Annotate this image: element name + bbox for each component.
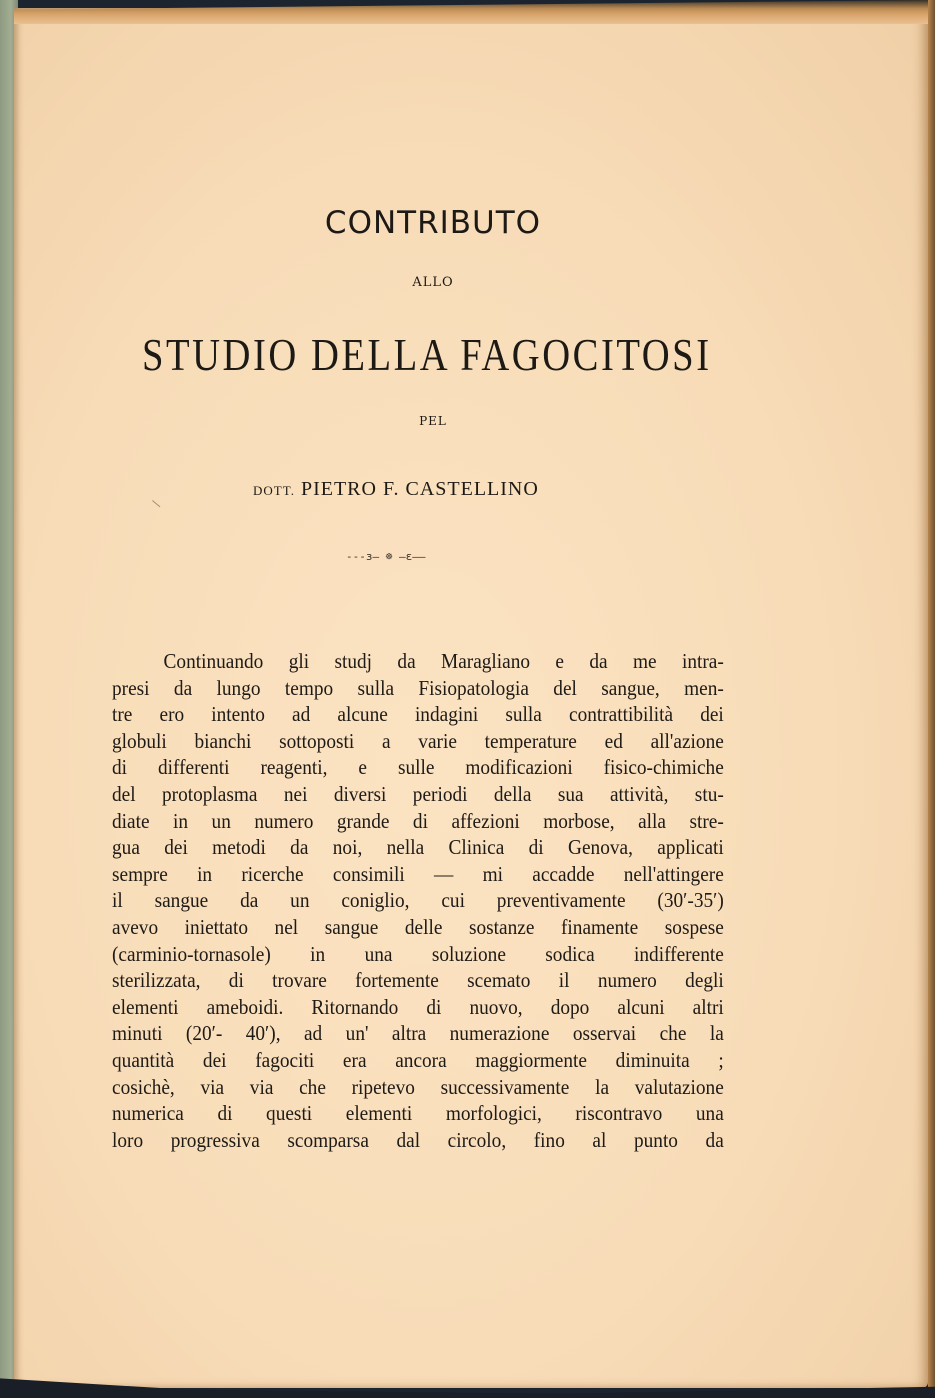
body-line: (carminio-tornasole) in una soluzione sodica indifferente [112,941,724,966]
body-line: elementi ameboidi. Ritornando di nuovo, dopo alcuni altri [112,994,724,1019]
body-line: il sangue da un coniglio, cui preventivamente (30′-35′) [112,888,724,913]
title-connector-text: ALLO [412,275,454,290]
main-title: STUDIO DELLA FAGOCITOSI [142,329,712,380]
body-line: Continuando gli studj da Maragliano e da me intra- [163,649,724,673]
body-line: loro progressiva scomparsa dal circolo, fino al punto da [112,1127,724,1152]
body-line: numerica di questi elementi morfologici, riscontravo una [112,1101,724,1126]
body-line: presi da lungo tempo sulla Fisiopatologia del sangue, men- [112,675,724,700]
body-line: gua dei metodi da noi, nella Clinica di Genova, applicati [112,835,724,860]
byline-connector [0,414,850,428]
body-line: di differenti reagenti, e sulle modificazioni fisico-chimiche [112,755,724,780]
body-line: tre ero intento ad alcune indagini sulla contrattibilità dei [112,702,724,727]
byline-connector-text: PEL [419,414,447,428]
page-top-edge [14,0,935,24]
body-line: sempre in ricerche consimili — mi accadde nell'attingere [112,861,724,886]
page-right-edge [928,0,935,1398]
author-name: PIETRO F. CASTELLINO [300,478,539,500]
title-connector-allo [0,275,850,290]
body-line: del protoplasma nei diversi periodi della sua attività, stu- [112,781,724,806]
author-title-prefix: DOTT. [253,483,295,498]
body-line: diate in un numero grande di affezioni morbose, alla stre- [112,808,724,833]
title-line-contributo [0,205,850,241]
body-line: quantità dei fagociti era ancora maggiormente diminuita ; [112,1047,724,1072]
ornament-divider-icon: ---ɜ— ☸ —ɛ—— [346,550,426,563]
body-line: cosichè, via via che ripetevo successivamente la valutazione [112,1074,724,1099]
body-paragraph [112,648,724,1153]
body-line: sterilizzata, di trovare fortemente scemato il numero degli [112,968,724,993]
body-line: globuli bianchi sottoposti a varie temperature ed all'azione [112,728,724,753]
body-line: minuti (20′- 40′), ad un' altra numerazione osservai che la [112,1021,724,1046]
title-contributo-text: CONTRIBUTO [324,205,542,241]
body-line: avevo iniettato nel sangue delle sostanze finamente sospese [112,914,724,939]
author-line [253,478,539,501]
